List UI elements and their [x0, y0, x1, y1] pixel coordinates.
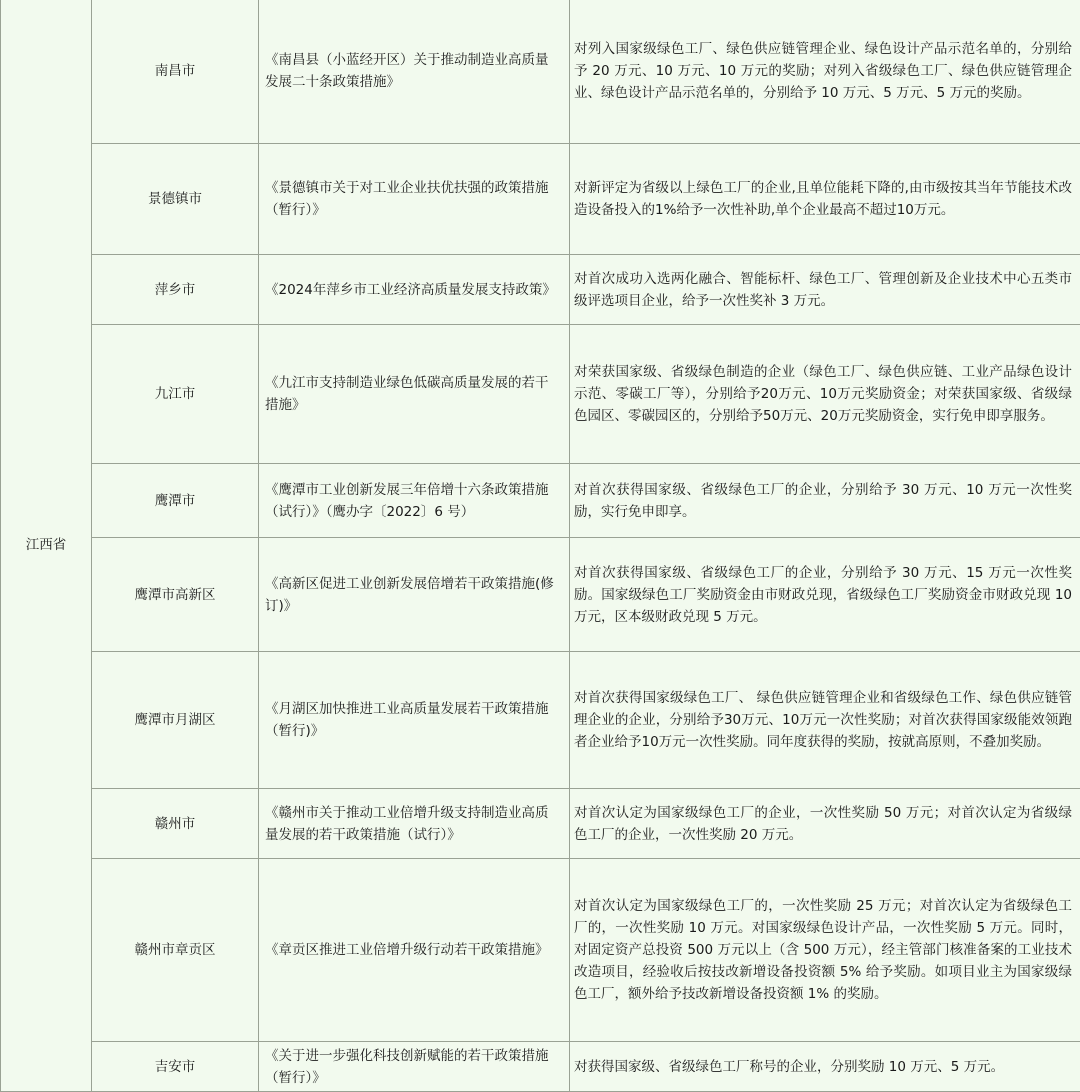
policy-cell: 《月湖区加快推进工业高质量发展若干政策措施（暂行)》 [259, 652, 570, 789]
table-row [1, 652, 1080, 789]
table-row [1, 789, 1080, 859]
policy-cell: 《赣州市关于推动工业倍增升级支持制造业高质量发展的若干政策措施（试行）》 [259, 789, 570, 859]
description-cell: 对荣获国家级、省级绿色制造的企业（绿色工厂、绿色供应链、工业产品绿色设计示范、零碳工厂等），分别给予20万元、10万元奖励资金；对荣获国家级、省级绿色园区、零碳园区的，分别给予50万元、20万元奖励资金，实行免申即享服务。 [570, 325, 1080, 464]
policy-cell: 《南昌县（小蓝经开区）关于推动制造业高质量发展二十条政策措施》 [259, 0, 570, 144]
city-cell: 南昌市 [92, 0, 259, 144]
city-cell: 萍乡市 [92, 255, 259, 325]
table-row [1, 144, 1080, 255]
description-cell: 对新评定为省级以上绿色工厂的企业,且单位能耗下降的,由市级按其当年节能技术改造设备投入的1%给予一次性补助,单个企业最高不超过10万元。 [570, 144, 1080, 255]
table-row [1, 255, 1080, 325]
policy-cell: 《高新区促进工业创新发展倍增若干政策措施(修订)》 [259, 538, 570, 652]
description-cell: 对列入国家级绿色工厂、绿色供应链管理企业、绿色设计产品示范名单的，分别给予 20 万元、10 万元、10 万元的奖励；对列入省级绿色工厂、绿色供应链管理企业、绿色设计产品示范名单的，分别给予 10 万元、5 万元、5 万元的奖励。 [570, 0, 1080, 144]
province-cell: 江西省 [1, 0, 92, 1092]
policy-cell: 《关于进一步强化科技创新赋能的若干政策措施（暂行）》 [259, 1042, 570, 1092]
description-cell: 对首次成功入选两化融合、智能标杆、绿色工厂、管理创新及企业技术中心五类市级评选项目企业，给予一次性奖补 3 万元。 [570, 255, 1080, 325]
description-cell: 对首次获得国家级、省级绿色工厂的企业，分别给予 30 万元、10 万元一次性奖励，实行免申即享。 [570, 464, 1080, 538]
policy-cell: 《2024年萍乡市工业经济高质量发展支持政策》 [259, 255, 570, 325]
policy-cell: 《九江市支持制造业绿色低碳高质量发展的若干措施》 [259, 325, 570, 464]
city-cell: 赣州市章贡区 [92, 859, 259, 1042]
table-row [1, 859, 1080, 1042]
city-cell: 赣州市 [92, 789, 259, 859]
table-row [1, 1042, 1080, 1092]
city-cell: 鹰潭市 [92, 464, 259, 538]
city-cell: 吉安市 [92, 1042, 259, 1092]
table-row [1, 464, 1080, 538]
policy-cell: 《鹰潭市工业创新发展三年倍增十六条政策措施（试行）》（鹰办字〔2022〕6 号） [259, 464, 570, 538]
description-cell: 对首次获得国家级绿色工厂、 绿色供应链管理企业和省级绿色工作、绿色供应链管理企业的企业，分别给予30万元、10万元一次性奖励；对首次获得国家级能效领跑者企业给予10万元一次性奖励。同年度获得的奖励，按就高原则，不叠加奖励。 [570, 652, 1080, 789]
description-cell: 对首次获得国家级、省级绿色工厂的企业，分别给予 30 万元、15 万元一次性奖励。国家级绿色工厂奖励资金由市财政兑现，省级绿色工厂奖励资金市财政兑现 10 万元，区本级财政兑现 5 万元。 [570, 538, 1080, 652]
description-cell: 对首次认定为国家级绿色工厂的企业，一次性奖励 50 万元；对首次认定为省级绿色工厂的企业，一次性奖励 20 万元。 [570, 789, 1080, 859]
description-cell: 对获得国家级、省级绿色工厂称号的企业，分别奖励 10 万元、5 万元。 [570, 1042, 1080, 1092]
city-cell: 景德镇市 [92, 144, 259, 255]
table-row [1, 325, 1080, 464]
city-cell: 九江市 [92, 325, 259, 464]
description-cell: 对首次认定为国家级绿色工厂的，一次性奖励 25 万元；对首次认定为省级绿色工厂的，一次性奖励 10 万元。对国家级绿色设计产品，一次性奖励 5 万元。同时，对固定资产总投资 500 万元以上（含 500 万元），经主管部门核准备案的工业技术改造项目，经验收后按技改新增设备投资额 5% 给予奖励。如项目业主为国家级绿色工厂，额外给予技改新增设备投资额 1% 的奖励。 [570, 859, 1080, 1042]
table-row [1, 538, 1080, 652]
table-row [1, 0, 1080, 144]
city-cell: 鹰潭市月湖区 [92, 652, 259, 789]
policy-cell: 《章贡区推进工业倍增升级行动若干政策措施》 [259, 859, 570, 1042]
policy-cell: 《景德镇市关于对工业企业扶优扶强的政策措施（暂行）》 [259, 144, 570, 255]
city-cell: 鹰潭市高新区 [92, 538, 259, 652]
